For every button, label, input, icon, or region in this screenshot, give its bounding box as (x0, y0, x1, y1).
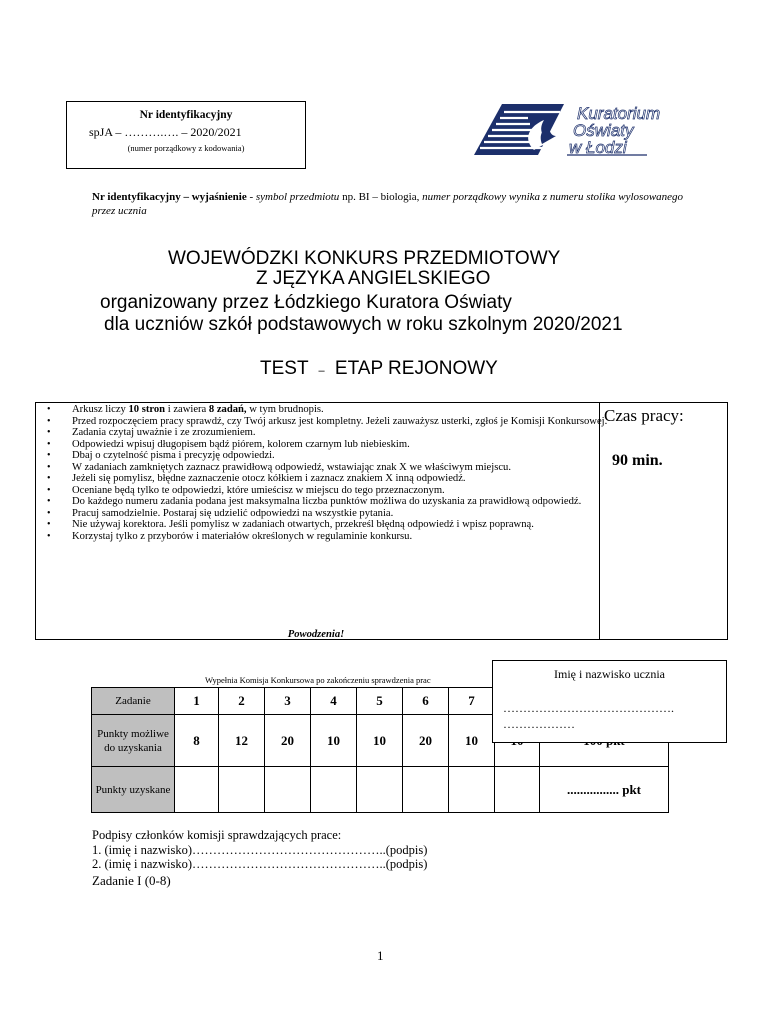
signatures-title: Podpisy członków komisji sprawdzających prace: (92, 828, 342, 842)
instruction-item: • Zadania czytaj uważnie i ze zrozumieniem. (72, 427, 632, 439)
id-box (66, 101, 306, 169)
task-number: 4 (311, 688, 357, 715)
id-expl-plain: np. BI – biologia, (339, 191, 423, 203)
student-name-dots-1: ……………………………………. (503, 701, 674, 715)
stage-label: ETAP REJONOWY (334, 358, 498, 379)
points-possible: 10 (449, 715, 495, 767)
student-name-label: Imię i nazwisko ucznia (554, 667, 665, 681)
row-label-obtained: Punkty uzyskane (92, 767, 175, 813)
id-box-title: Nr identyfikacyjny (139, 109, 233, 121)
instruction-item: • Oceniane będą tylko te odpowiedzi, które umieścisz w miejscu do tego przeznaczonym. (72, 485, 632, 497)
signature-line-1: 1. (imię i nazwisko)………………………………………..(podpis) (92, 842, 428, 857)
instruction-item: • W zadaniach zamkniętych zaznacz prawidłową odpowiedź, wstawiając znak X we właściwym miejscu. (72, 462, 632, 474)
committee-note: Wypełnia Komisja Konkursowa po zakończeniu sprawdzenia prac (205, 675, 431, 685)
points-obtained-cell[interactable] (311, 767, 357, 813)
id-expl-italic-1: symbol przedmiotu (255, 191, 340, 203)
instruction-item: • Odpowiedzi wpisuj długopisem bądź piórem, kolorem czarnym lub niebieskim. (72, 439, 632, 451)
id-expl-bold: Nr identyfikacyjny – wyjaśnienie (92, 191, 247, 203)
points-obtained-cell[interactable] (357, 767, 403, 813)
instruction-item: • Nie używaj korektora. Jeśli pomylisz w zadaniach otwartych, przekreśl błędną odpowiedź i wpisz poprawną. (72, 519, 632, 531)
points-possible: 20 (265, 715, 311, 767)
instruction-item: • Korzystaj tylko z przyborów i materiałów określonych w regulaminie konkursu. (72, 531, 632, 543)
instruction-item: • Do każdego numeru zadania podana jest maksymalna liczba punktów możliwa do uzyskania za prawidłową odpowiedź. (72, 496, 632, 508)
table-row (92, 767, 669, 813)
heading-line-4: dla uczniów szkół podstawowych w roku szkolnym 2020/2021 (104, 314, 623, 335)
points-obtained-cell[interactable] (403, 767, 449, 813)
task-number: 6 (403, 688, 449, 715)
task-number: 7 (449, 688, 495, 715)
instructions-list (36, 404, 632, 542)
kuratorium-logo (472, 100, 682, 162)
id-box-code: spJA – ……….…. – 2020/2021 (89, 125, 242, 139)
points-possible: 10 (357, 715, 403, 767)
task-number: 2 (219, 688, 265, 715)
instruction-item: • Jeżeli się pomylisz, błędne zaznaczenie otocz kółkiem i zaznacz znakiem X inną odpowiedź. (72, 473, 632, 485)
points-possible: 10 (311, 715, 357, 767)
signatures (92, 828, 427, 872)
test-label: TEST (260, 358, 309, 379)
points-obtained-cell[interactable] (495, 767, 540, 813)
instruction-item: • Przed rozpoczęciem pracy sprawdź, czy Twój arkusz jest kompletny. Jeżeli zauważysz usterki, zgłoś je Komisji Konkursowej. (72, 416, 632, 428)
task-number: 1 (175, 688, 219, 715)
heading-line-2: Z JĘZYKA ANGIELSKIEGO (256, 268, 491, 289)
instruction-item: • Pracuj samodzielnie. Postaraj się udzielić odpowiedzi na wszystkie pytania. (72, 508, 632, 520)
task-heading: Zadanie I (0-8) (92, 873, 171, 888)
instruction-item: • Arkusz liczy 10 stron i zawiera 8 zadań, w tym brudnopis. (72, 404, 632, 416)
logo-emblem-icon (472, 100, 682, 162)
student-name-dots-2: ……………… (503, 717, 575, 731)
points-possible: 20 (403, 715, 449, 767)
instructions-box (35, 402, 728, 640)
time-value: 90 min. (612, 452, 663, 469)
heading-line-1: WOJEWÓDZKI KONKURS PRZEDMIOTOWY (168, 248, 561, 269)
logo-line-1: Kuratorium (577, 104, 661, 123)
logo-line-2: Oświaty (573, 121, 634, 140)
signature-line-2: 2. (imię i nazwisko)………………………………………..(podpis) (92, 857, 428, 871)
task-number: 3 (265, 688, 311, 715)
heading-line-3: organizowany przez Łódzkiego Kuratora Oświaty (100, 292, 512, 313)
points-obtained-cell[interactable] (175, 767, 219, 813)
points-obtained-cell[interactable] (265, 767, 311, 813)
time-label: Czas pracy: (604, 406, 684, 425)
instruction-item: • Dbaj o czytelność pisma i precyzję odpowiedzi. (72, 450, 632, 462)
good-luck: Powodzenia! (287, 629, 345, 640)
page-number: 1 (377, 948, 384, 963)
logo-line-3: w Łodzi (569, 138, 627, 157)
points-possible: 12 (219, 715, 265, 767)
id-expl-dash: - (246, 191, 256, 203)
points-possible: 8 (175, 715, 219, 767)
row-label-task: Zadanie (92, 688, 175, 715)
id-explanation (92, 190, 692, 218)
id-box-note: (numer porządkowy z kodowania) (127, 143, 245, 153)
points-obtained-cell[interactable] (219, 767, 265, 813)
row-label-possible: Punkty możliwe do uzyskania (92, 715, 175, 767)
total-obtained[interactable]: ................ pkt (540, 767, 669, 813)
points-obtained-cell[interactable] (449, 767, 495, 813)
task-number: 5 (357, 688, 403, 715)
test-stage-heading (260, 358, 498, 380)
student-name-box[interactable] (492, 660, 727, 743)
test-dash: – (318, 365, 325, 377)
id-expl-italic-2: numer porządkowy wynika z numeru stolika wylosowanego przez ucznia (92, 191, 684, 217)
